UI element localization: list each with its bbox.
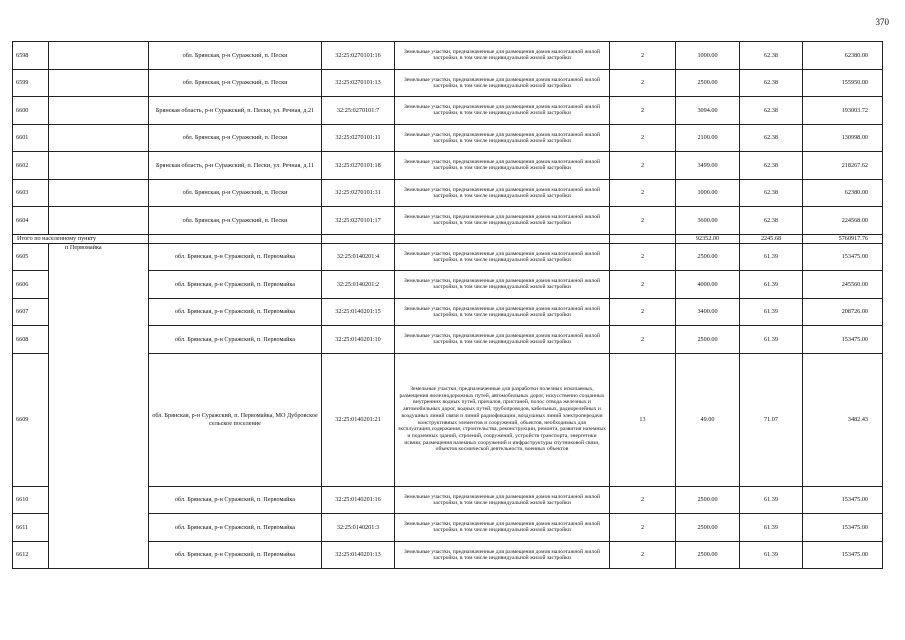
- cadastral-number-cell: 32:25:0140201:4: [322, 243, 395, 271]
- row-number: 6602: [13, 152, 49, 180]
- land-use-cell: Земельные участки, предназначенные для размещения домов малоэтажной жилой застройки, в том числе индивидуальной жилой застройки: [395, 243, 610, 271]
- land-use-cell: Земельные участки, предназначенные для разработки полезных ископаемых, размещения железнодорожных путей, автомобильных дорог, искусственно созданных внутренних водных путей, причалов, пристаней, полос отвода железных и автомобильных дорог, водных путей, трубопроводов, кабельных, радиорелейных и воздушных линий связи и линий радиофикации, воздушных линий электропередачи конструктивных элементов и сооружений, объектов, необходимых для эксплуатации,содержания, строительства, реконструкции, ремонта, развития наземных и подземных зданий, строений, сооружений, устройств транспорта, энергетики исвязи; размещения наземных сооружений и инфраструктуры спутниковой связи, объектов космической деятельности, военных объектов: [395, 353, 610, 486]
- address-cell: обл. Брянская, р-н Суражский, п. Пески: [149, 42, 322, 70]
- cadastral-value-cell: 153475.00: [803, 326, 883, 354]
- cadastral-value-cell: 193003.72: [803, 97, 883, 125]
- row-number: 6604: [13, 207, 49, 235]
- row-number: 6612: [13, 541, 49, 569]
- table-row: [13, 207, 883, 235]
- area-cell: 3600.00: [676, 207, 740, 235]
- land-use-cell: Земельные участки, предназначенные для размещения домов малоэтажной жилой застройки, в том числе индивидуальной жилой застройки: [395, 271, 610, 299]
- land-use-cell: Земельные участки, предназначенные для размещения домов малоэтажной жилой застройки, в том числе индивидуальной жилой застройки: [395, 179, 610, 207]
- area-cell: 2500.00: [676, 514, 740, 542]
- rate-cell: 62.38: [740, 179, 803, 207]
- empty-cell: [610, 234, 676, 243]
- address-cell: обл. Брянская, р-н Суражский, п. Первомайка: [149, 486, 322, 514]
- row-number: 6600: [13, 97, 49, 125]
- cadastral-number-cell: 32:25:0140201:21: [322, 353, 395, 486]
- total-rate: 2245.68: [740, 234, 803, 243]
- land-use-cell: Земельные участки, предназначенные для размещения домов малоэтажной жилой застройки, в том числе индивидуальной жилой застройки: [395, 541, 610, 569]
- area-cell: 2500.00: [676, 486, 740, 514]
- area-cell: 49.00: [676, 353, 740, 486]
- area-cell: 1000.00: [676, 179, 740, 207]
- address-cell: обл. Брянская, р-н Суражский, п. Пески: [149, 207, 322, 235]
- row-number: 6607: [13, 298, 49, 326]
- total-value: 5760917.76: [803, 234, 883, 243]
- cadastral-number-cell: 32:25:0140201:16: [322, 486, 395, 514]
- total-label: Итого по населенному пункту: [13, 234, 149, 243]
- rate-cell: 61.39: [740, 486, 803, 514]
- empty-cell: [322, 234, 395, 243]
- area-cell: 4000.00: [676, 271, 740, 299]
- land-use-cell: Земельные участки, предназначенные для размещения домов малоэтажной жилой застройки, в том числе индивидуальной жилой застройки: [395, 124, 610, 152]
- category-cell: 2: [610, 326, 676, 354]
- cadastral-value-cell: 130998.00: [803, 124, 883, 152]
- address-cell: обл. Брянская, р-н Суражский, п. Первомайка: [149, 514, 322, 542]
- total-row: [13, 234, 883, 243]
- category-cell: 2: [610, 243, 676, 271]
- cadastral-number-cell: 32:25:0140201:13: [322, 541, 395, 569]
- address-cell: обл. Брянская, р-н Суражский, п. Первомайка: [149, 243, 322, 271]
- address-cell: обл. Брянская, р-н Суражский, п. Первомайка: [149, 326, 322, 354]
- area-cell: 2100.00: [676, 124, 740, 152]
- cadastral-value-cell: 153475.00: [803, 541, 883, 569]
- cadastral-number-cell: 32:25:0270101:7: [322, 97, 395, 125]
- category-cell: 2: [610, 486, 676, 514]
- cadastral-number-cell: 32:25:0270101:13: [322, 69, 395, 97]
- row-number: 6610: [13, 486, 49, 514]
- cadastral-value-cell: 62380.00: [803, 42, 883, 70]
- area-cell: 2500.00: [676, 243, 740, 271]
- land-use-cell: Земельные участки, предназначенные для размещения домов малоэтажной жилой застройки, в том числе индивидуальной жилой застройки: [395, 298, 610, 326]
- category-cell: 2: [610, 179, 676, 207]
- category-cell: 2: [610, 514, 676, 542]
- rate-cell: 61.39: [740, 541, 803, 569]
- rate-cell: 62.38: [740, 124, 803, 152]
- settlement-cell: [49, 42, 149, 70]
- page-number: 370: [875, 17, 889, 27]
- rate-cell: 61.39: [740, 326, 803, 354]
- land-use-cell: Земельные участки, предназначенные для размещения домов малоэтажной жилой застройки, в том числе индивидуальной жилой застройки: [395, 152, 610, 180]
- rate-cell: 62.38: [740, 42, 803, 70]
- area-cell: 3400.00: [676, 298, 740, 326]
- table-row: [13, 69, 883, 97]
- land-cadastral-value-table: [12, 41, 883, 569]
- address-cell: обл. Брянская, р-н Суражский, п. Пески: [149, 124, 322, 152]
- cadastral-number-cell: 32:25:0270101:17: [322, 207, 395, 235]
- empty-cell: [149, 234, 322, 243]
- category-cell: 13: [610, 353, 676, 486]
- cadastral-number-cell: 32:25:0140201:15: [322, 298, 395, 326]
- table-body: [13, 42, 883, 569]
- cadastral-value-cell: 153475.00: [803, 243, 883, 271]
- cadastral-number-cell: 32:25:0140201:2: [322, 271, 395, 299]
- cadastral-value-cell: 3482.43: [803, 353, 883, 486]
- cadastral-value-cell: 224568.00: [803, 207, 883, 235]
- category-cell: 2: [610, 124, 676, 152]
- rate-cell: 61.39: [740, 271, 803, 299]
- cadastral-value-cell: 155950.00: [803, 69, 883, 97]
- land-use-cell: Земельные участки, предназначенные для размещения домов малоэтажной жилой застройки, в том числе индивидуальной жилой застройки: [395, 326, 610, 354]
- area-cell: 3094.00: [676, 97, 740, 125]
- address-cell: Брянская область, р-н Суражский, п. Пески, ул. Речная, д.11: [149, 152, 322, 180]
- land-use-cell: Земельные участки, предназначенные для размещения домов малоэтажной жилой застройки, в том числе индивидуальной жилой застройки: [395, 207, 610, 235]
- area-cell: 2500.00: [676, 541, 740, 569]
- address-cell: обл. Брянская, р-н Суражский, п. Первомайка: [149, 271, 322, 299]
- category-cell: 2: [610, 541, 676, 569]
- rate-cell: 62.38: [740, 97, 803, 125]
- rate-cell: 62.38: [740, 207, 803, 235]
- row-number: 6599: [13, 69, 49, 97]
- cadastral-number-cell: 32:25:0270101:11: [322, 124, 395, 152]
- row-number: 6605: [13, 243, 49, 271]
- category-cell: 2: [610, 298, 676, 326]
- settlement-cell: [49, 207, 149, 235]
- land-use-cell: Земельные участки, предназначенные для размещения домов малоэтажной жилой застройки, в том числе индивидуальной жилой застройки: [395, 97, 610, 125]
- row-number: 6609: [13, 353, 49, 486]
- row-number: 6611: [13, 514, 49, 542]
- address-cell: Брянская область, р-н Суражский, п. Пески, ул. Речная, д.21: [149, 97, 322, 125]
- table-row: [13, 243, 883, 271]
- area-cell: 1000.00: [676, 42, 740, 70]
- cadastral-number-cell: 32:25:0270101:18: [322, 152, 395, 180]
- settlement-cell: [49, 69, 149, 97]
- row-number: 6601: [13, 124, 49, 152]
- table-row: [13, 179, 883, 207]
- total-area: 92352.00: [676, 234, 740, 243]
- land-use-cell: Земельные участки, предназначенные для размещения домов малоэтажной жилой застройки, в том числе индивидуальной жилой застройки: [395, 42, 610, 70]
- category-cell: 2: [610, 69, 676, 97]
- category-cell: 2: [610, 271, 676, 299]
- address-cell: обл. Брянская, р-н Суражский, п. Первомайка: [149, 298, 322, 326]
- rate-cell: 62.38: [740, 152, 803, 180]
- rate-cell: 61.39: [740, 243, 803, 271]
- rate-cell: 71.07: [740, 353, 803, 486]
- category-cell: 2: [610, 42, 676, 70]
- address-cell: обл. Брянская, р-н Суражский, п. Пески: [149, 179, 322, 207]
- cadastral-number-cell: 32:25:0140201:10: [322, 326, 395, 354]
- row-number: 6608: [13, 326, 49, 354]
- category-cell: 2: [610, 207, 676, 235]
- category-cell: 2: [610, 97, 676, 125]
- address-cell: обл. Брянская, р-н Суражский, п. Первомайка: [149, 541, 322, 569]
- table-row: [13, 152, 883, 180]
- row-number: 6603: [13, 179, 49, 207]
- address-cell: обл. Брянская, р-н Суражский, п. Пески: [149, 69, 322, 97]
- row-number: 6598: [13, 42, 49, 70]
- land-use-cell: Земельные участки, предназначенные для размещения домов малоэтажной жилой застройки, в том числе индивидуальной жилой застройки: [395, 486, 610, 514]
- area-cell: 2500.00: [676, 69, 740, 97]
- land-use-cell: Земельные участки, предназначенные для размещения домов малоэтажной жилой застройки, в том числе индивидуальной жилой застройки: [395, 69, 610, 97]
- cadastral-number-cell: 32:25:0270101:16: [322, 42, 395, 70]
- table-row: [13, 124, 883, 152]
- rate-cell: 61.39: [740, 298, 803, 326]
- table-row: [13, 42, 883, 70]
- cadastral-value-cell: 245560.00: [803, 271, 883, 299]
- category-cell: 2: [610, 152, 676, 180]
- settlement-cell: [49, 179, 149, 207]
- cadastral-value-cell: 208726.00: [803, 298, 883, 326]
- settlement-cell: [49, 124, 149, 152]
- settlement-cell: [49, 97, 149, 125]
- cadastral-number-cell: 32:25:0270101:31: [322, 179, 395, 207]
- cadastral-value-cell: 218267.62: [803, 152, 883, 180]
- settlement-name: п Первомайка: [49, 243, 149, 569]
- row-number: 6606: [13, 271, 49, 299]
- rate-cell: 61.39: [740, 514, 803, 542]
- settlement-cell: [49, 152, 149, 180]
- table-row: [13, 97, 883, 125]
- rate-cell: 62.38: [740, 69, 803, 97]
- area-cell: 3499.00: [676, 152, 740, 180]
- empty-cell: [395, 234, 610, 243]
- cadastral-value-cell: 62380.00: [803, 179, 883, 207]
- cadastral-value-cell: 153475.00: [803, 514, 883, 542]
- cadastral-number-cell: 32:25:0140201:3: [322, 514, 395, 542]
- land-use-cell: Земельные участки, предназначенные для размещения домов малоэтажной жилой застройки, в том числе индивидуальной жилой застройки: [395, 514, 610, 542]
- cadastral-value-cell: 153475.00: [803, 486, 883, 514]
- address-cell: обл. Брянская, р-н Суражский, п. Первомайка, МО Дубровское сельское поселение: [149, 353, 322, 486]
- area-cell: 2500.00: [676, 326, 740, 354]
